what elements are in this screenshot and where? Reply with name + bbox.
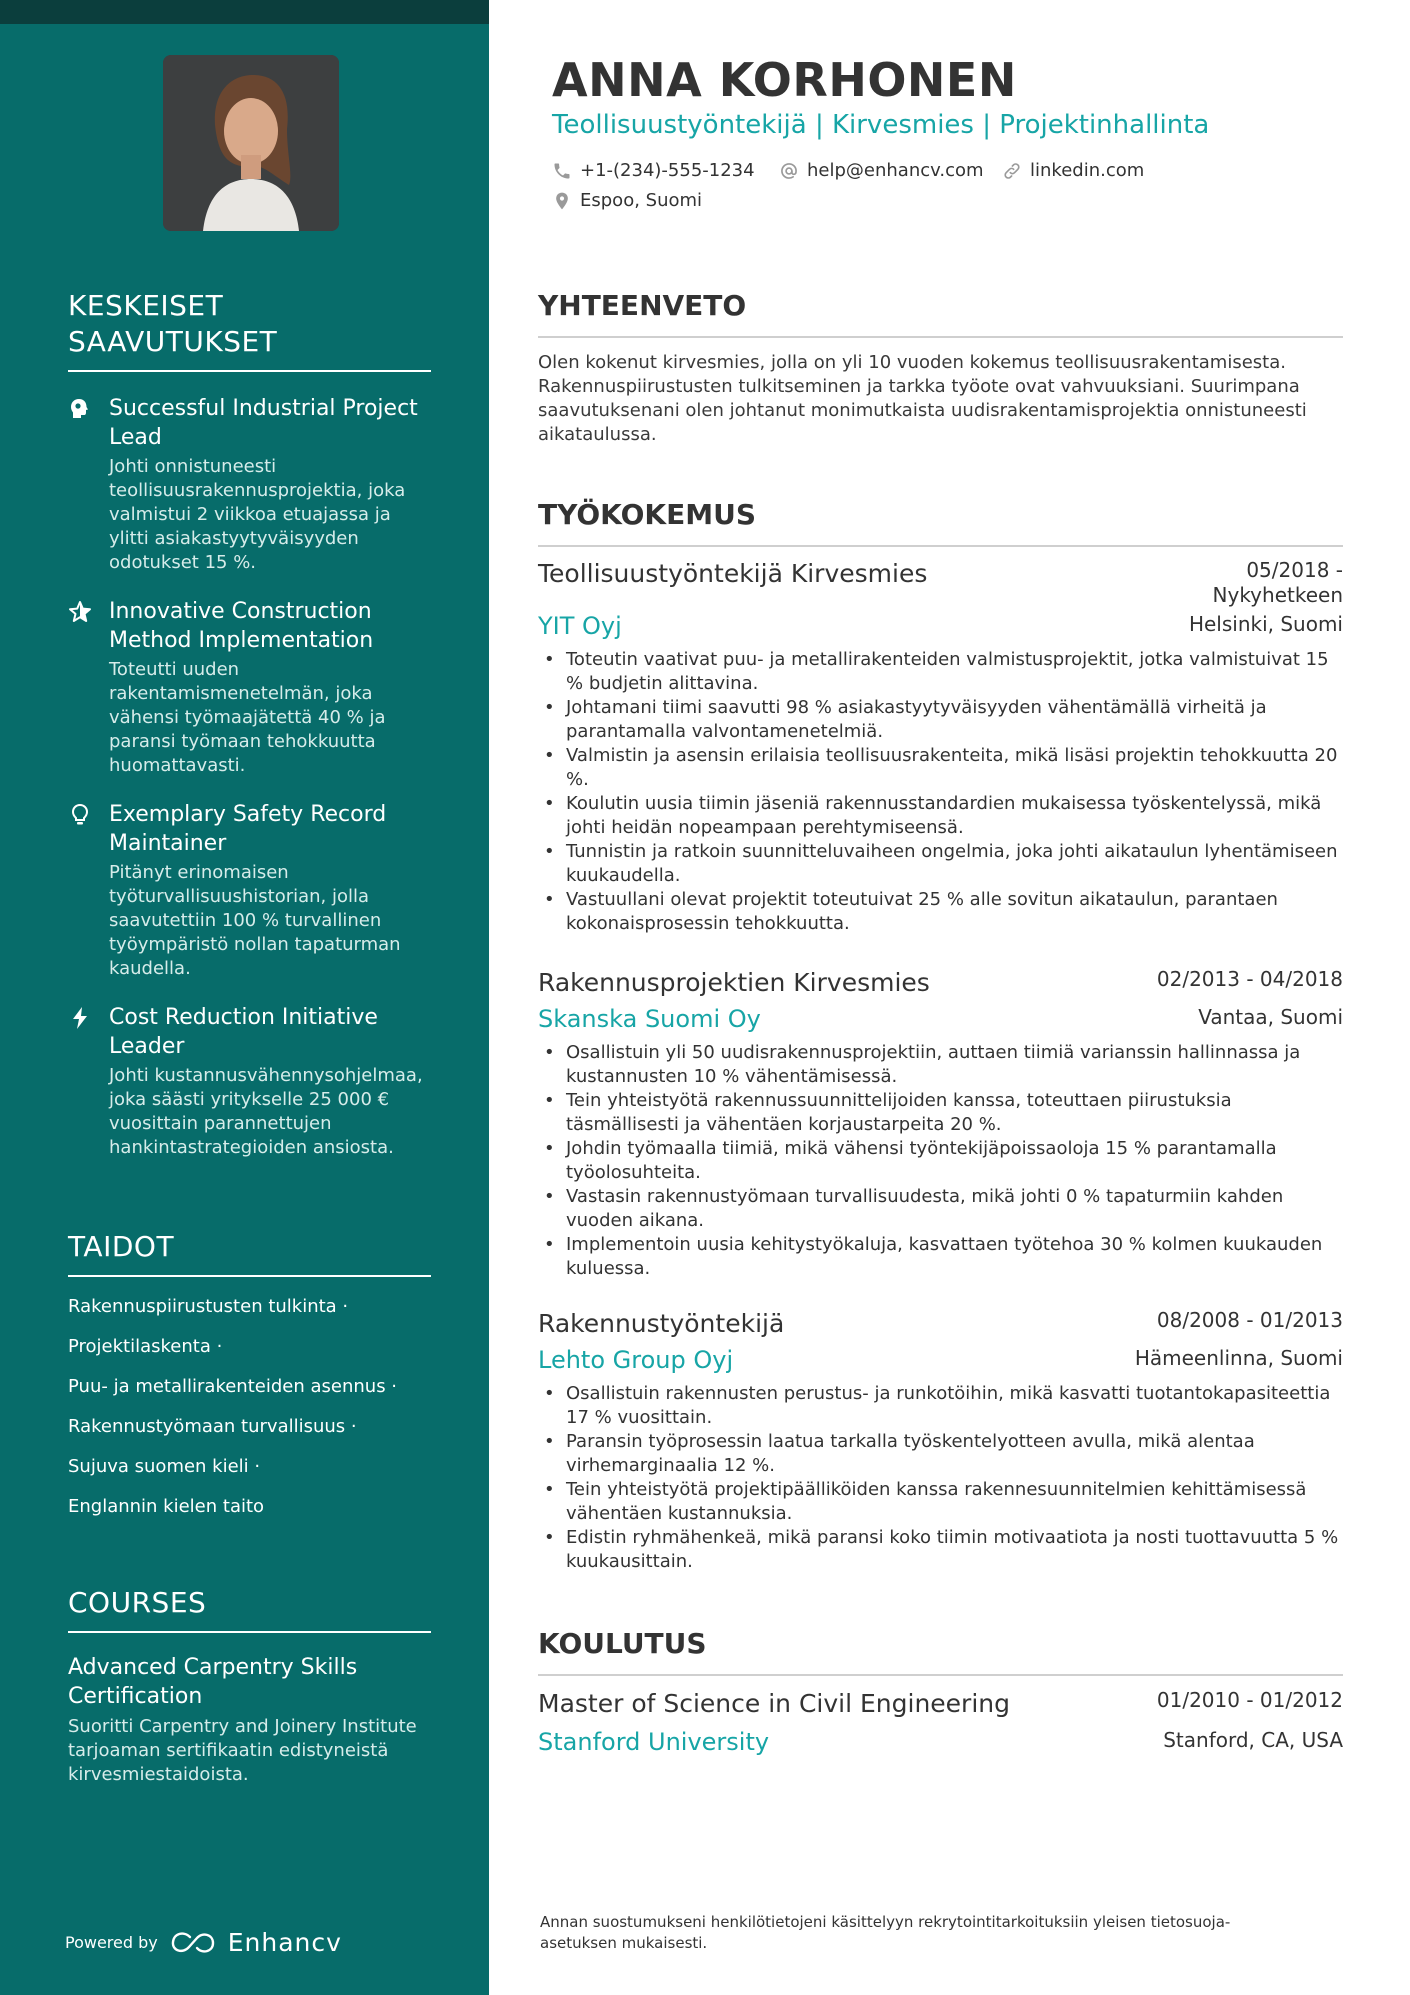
- education-school[interactable]: Stanford University: [538, 1728, 770, 1756]
- achievement-desc: Johti kustannusvähennysohjelmaa, joka säästi yritykselle 25 000 € vuosittain parannettujen hankintastrategioiden ansiosta.: [109, 1065, 423, 1158]
- powered-label: Powered by: [65, 1933, 158, 1952]
- job-bullet: • Tein yhteistyötä rakennussuunnittelijoiden kanssa, toteuttaen piirustuksia täsmällisesti ja vähentäen korjaustarpeita 20 %.: [538, 1089, 1343, 1137]
- job-title: Rakennustyöntekijä: [538, 1309, 785, 1338]
- experience-heading: TYÖKOKEMUS: [538, 497, 1343, 547]
- job-title: Teollisuustyöntekijä Kirvesmies: [538, 559, 928, 588]
- head-icon: [68, 397, 92, 421]
- education-entry: [538, 1688, 1343, 1758]
- powered-brand: Enhancv: [227, 1928, 342, 1957]
- gdpr-consent-note: Annan suostumukseni henkilötietojeni käsittelyyn rekrytointitarkoituksiin yleisen tietosuoja-asetuksen mukaisesti.: [540, 1913, 1231, 1952]
- skill-item: Rakennustyömaan turvallisuus ·: [68, 1416, 357, 1437]
- course-title: Advanced Carpentry Skills Certification: [68, 1655, 358, 1709]
- job-title: Rakennusprojektien Kirvesmies: [538, 968, 930, 997]
- job-bullet: • Vastuullani olevat projektit toteutuivat 25 % alle sovitun aikataulun, parantaen kokonaisprosessin tehokkuutta.: [538, 888, 1343, 936]
- skill-item: Sujuva suomen kieli ·: [68, 1456, 261, 1477]
- job-entry: [538, 967, 1343, 1281]
- education-location: Stanford, CA, USA: [1163, 1728, 1343, 1752]
- lightning-icon: [68, 1006, 92, 1030]
- job-company[interactable]: YIT Oyj: [538, 612, 622, 640]
- job-bullet: • Tunnistin ja ratkoin suunnitteluvaiheen ongelmia, joka johti aikataulun lyhentämiseen kuukaudella.: [538, 840, 1343, 888]
- contact-email[interactable]: [779, 160, 984, 181]
- achievement-item: [68, 394, 431, 575]
- job-bullet: • Johtamani tiimi saavutti 98 % asiakastyytyväisyyden vähentämällä virheitä ja parantamalla valvontamenetelmiä.: [538, 696, 1343, 744]
- sidebar: [0, 0, 489, 1995]
- achievement-item: [68, 1003, 431, 1160]
- education-heading: KOULUTUS: [538, 1626, 1343, 1676]
- job-date: 08/2008 - 01/2013: [1156, 1308, 1343, 1332]
- candidate-subtitle: Teollisuustyöntekijä | Kirvesmies | Projektinhallinta: [552, 110, 1210, 140]
- at-icon: [779, 161, 799, 181]
- achievement-desc: Johti onnistuneesti teollisuusrakennusprojektia, joka valmistui 2 viikkoa etuajassa ja ylitti asiakastyytyväisyyden odotukset 15 %.: [109, 456, 406, 573]
- job-bullet: • Osallistuin yli 50 uudisrakennusprojektiin, auttaen tiimiä varianssin hallinnassa ja kustannusten 10 % vähentämisessä.: [538, 1041, 1343, 1089]
- job-location: Helsinki, Suomi: [1188, 612, 1343, 636]
- achievement-title: Innovative Construction Method Implementation: [109, 599, 374, 653]
- phone-icon: [552, 161, 572, 181]
- job-date: 02/2013 - 04/2018: [1156, 967, 1343, 991]
- courses-section: [68, 1585, 431, 1787]
- achievements-section: [68, 288, 431, 1160]
- job-bullet: • Implementoin uusia kehitystyökaluja, kasvattaen työtehoa 30 % kolmen kuukauden kuluessa.: [538, 1233, 1343, 1281]
- skill-item: Englannin kielen taito: [68, 1496, 265, 1517]
- achievement-title: Cost Reduction Initiative Leader: [109, 1005, 378, 1059]
- contact-linkedin[interactable]: [1002, 160, 1144, 181]
- contact-location: [552, 190, 702, 211]
- skill-item: Puu- ja metallirakenteiden asennus ·: [68, 1376, 398, 1397]
- lightbulb-icon: [68, 803, 92, 827]
- job-location: Vantaa, Suomi: [1198, 1005, 1343, 1029]
- courses-heading: COURSES: [68, 1585, 431, 1633]
- enhancv-logo-icon: [170, 1931, 216, 1955]
- summary-text: Olen kokenut kirvesmies, jolla on yli 10 vuoden kokemus teollisuusrakentamisesta. Rakennuspiirustusten tulkitseminen ja tarkka työote ovat vahvuuksiani. Suurimpana saavutuksenani olen johtanut monimutkaista uudisrakentamisprojektia onnistuneesti aikataulussa.: [538, 352, 1307, 445]
- job-bullet: • Vastasin rakennustyömaan turvallisuudesta, mikä johti 0 % tapaturmiin kahden vuoden aikana.: [538, 1185, 1343, 1233]
- achievement-item: [68, 597, 431, 778]
- job-location: Hämeenlinna, Suomi: [1134, 1346, 1343, 1370]
- achievement-desc: Pitänyt erinomaisen työturvallisuushistorian, jolla saavutettiin 100 % turvallinen työympäristö nollan tapaturman kaudella.: [109, 862, 401, 979]
- job-bullet: • Tein yhteistyötä projektipäälliköiden kanssa rakennesuunnitelmien kehittämisessä vähentäen kustannuksia.: [538, 1478, 1343, 1526]
- skills-section: [68, 1229, 431, 1519]
- achievement-item: [68, 800, 431, 981]
- achievement-desc: Toteutti uuden rakentamismenetelmän, joka vähensi työmaajätettä 40 % ja paransi työmaan tehokkuutta huomattavasti.: [109, 659, 386, 776]
- skill-item: Projektilaskenta ·: [68, 1336, 223, 1357]
- job-bullets: [538, 1041, 1343, 1281]
- job-bullets: [538, 1382, 1343, 1574]
- sidebar-top-strip: [0, 0, 489, 24]
- job-bullet: • Koulutin uusia tiimin jäseniä rakennusstandardien mukaisessa työskentelyssä, mikä johti heidän nopeampaan perehtymiseensä.: [538, 792, 1343, 840]
- education-degree: Master of Science in Civil Engineering: [538, 1689, 1010, 1718]
- skills-list: [68, 1295, 431, 1519]
- achievements-heading: KESKEISET SAAVUTUKSET: [68, 288, 431, 372]
- star-icon: [68, 600, 92, 624]
- job-date: 05/2018 - Nykyhetkeen: [1212, 558, 1343, 607]
- job-bullet: • Toteutin vaativat puu- ja metallirakenteiden valmistusprojektit, jotka valmistuivat 15 % budjetin alittavina.: [538, 648, 1343, 696]
- achievement-title: Exemplary Safety Record Maintainer: [109, 802, 387, 856]
- person-portrait-icon: [163, 55, 339, 231]
- education-date: 01/2010 - 01/2012: [1156, 1688, 1343, 1712]
- job-bullet: • Osallistuin rakennusten perustus- ja runkotöihin, mikä kasvatti tuotantokapasiteettia 17 % vuosittain.: [538, 1382, 1343, 1430]
- skill-item: Rakennuspiirustusten tulkinta ·: [68, 1296, 349, 1317]
- achievement-title: Successful Industrial Project Lead: [109, 396, 418, 450]
- job-entry: [538, 558, 1343, 936]
- job-bullets: [538, 648, 1343, 936]
- location-pin-icon: [552, 191, 572, 211]
- phone-text: +1-(234)-555-1234: [580, 160, 755, 181]
- job-bullet: • Johdin työmaalla tiimiä, mikä vähensi työntekijäpoissaoloja 15 % parantamalla työolosuhteita.: [538, 1137, 1343, 1185]
- summary-heading: YHTEENVETO: [538, 288, 1343, 338]
- profile-photo: [163, 55, 339, 231]
- powered-by: [65, 1928, 342, 1957]
- job-company[interactable]: Skanska Suomi Oy: [538, 1005, 761, 1033]
- location-text: Espoo, Suomi: [580, 190, 703, 211]
- job-bullet: • Edistin ryhmähenkeä, mikä paransi koko tiimin motivaatiota ja nosti tuottavuutta 5 % kuukausittain.: [538, 1526, 1343, 1574]
- job-entry: [538, 1308, 1343, 1574]
- job-bullet: • Valmistin ja asensin erilaisia teollisuusrakenteita, mikä lisäsi projektin tehokkuutta 20 %.: [538, 744, 1343, 792]
- skills-heading: TAIDOT: [68, 1229, 431, 1277]
- email-text: help@enhancv.com: [807, 160, 984, 181]
- link-icon: [1002, 161, 1022, 181]
- course-desc: Suoritti Carpentry and Joinery Institute tarjoaman sertifikaatin edistyneistä kirvesmiestaidoista.: [68, 1716, 417, 1785]
- linkedin-text: linkedin.com: [1030, 160, 1145, 181]
- candidate-name: ANNA KORHONEN: [552, 53, 1017, 107]
- contact-phone[interactable]: [552, 160, 755, 181]
- job-company[interactable]: Lehto Group Oyj: [538, 1346, 734, 1374]
- job-bullet: • Paransin työprosessin laatua tarkalla työskentelyotteen avulla, mikä alentaa virhemarginaalia 12 %.: [538, 1430, 1343, 1478]
